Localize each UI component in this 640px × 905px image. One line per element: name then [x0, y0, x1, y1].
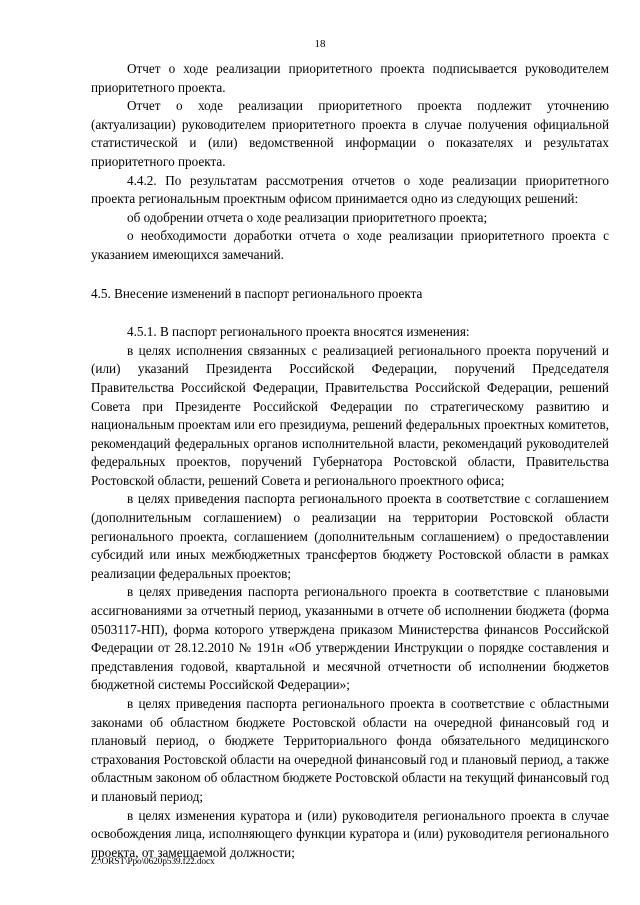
- paragraph-change-curator: в целях изменения куратора и (или) руководителя регионального проекта в случае освобождения лица, исполняющего функции куратора и (или) руководителя регионального проекта, от замещаемой должности;: [91, 807, 609, 860]
- paragraph-change-budget-report: в целях приведения паспорта регионального проекта в соответствие с плановыми ассигнованиями за отчетный период, указанными в отчете об исполнении бюджета (форма 0503117-НП), форма которого утверждена приказом Министерства финансов Российской Федерации от 28.12.2010 № 191н «Об утверждении Инструкции о порядке составления и представления годовой, квартальной и месячной отчетности об исполнении бюджетов бюджетной системы Российской Федерации»;: [91, 584, 609, 693]
- paragraph-4-4-2: 4.4.2. По результатам рассмотрения отчетов о ходе реализации приоритетного проекта региональным проектным офисом принимается одно из следующих решений:: [91, 172, 609, 207]
- document-body: [91, 60, 609, 862]
- paragraph-decision-approve: об одобрении отчета о ходе реализации приоритетного проекта;: [127, 209, 488, 225]
- page-number: 18: [314, 38, 326, 50]
- paragraph-4-5-1: 4.5.1. В паспорт регионального проекта вносятся изменения:: [127, 324, 470, 340]
- paragraph-report-signing: Отчет о ходе реализации приоритетного проекта подписывается руководителем приоритетного проекта.: [91, 61, 609, 95]
- paragraph-change-regional-laws: в целях приведения паспорта регионального проекта в соответствие с областными законами об областном бюджете Ростовской области на очередной финансовый год и плановый период, о бюджете Территориального фонда обязательного медицинского страхования Ростовской области на очередной финансовый год и плановый период, а также областным законом об областном бюджете Ростовской области на текущий финансовый год и плановый период;: [91, 696, 609, 804]
- paragraph-report-update: Отчет о ходе реализации приоритетного проекта подлежит уточнению (актуализации) руководителем приоритетного проекта в случае получения официальной статистической и (или) ведомственной информации о показателях и результатах приоритетного проекта.: [91, 98, 609, 169]
- paragraph-change-instructions: в целях исполнения связанных с реализацией регионального проекта поручений и (или) указаний Президента Российской Федерации, поручений Председателя Правительства Российской Федерации, Правительства Российской Федерации, решений Совета при Президенте Российской Федерации по стратегическому развитию и национальным проектам или его президиума, решений федеральных проектных комитетов, рекомендаций федеральных органов исполнительной власти, рекомендаций руководителей федеральных проектов, поручений Губернатора Ростовской области, Правительства Ростовской области, решений Совета и регионального проектного офиса;: [91, 342, 609, 488]
- footer-file-path: Z:\ORST\Ppo\0620p539.f22.docx: [91, 857, 215, 867]
- paragraph-change-agreement: в целях приведения паспорта регионального проекта в соответствие с соглашением (дополнительным соглашением) о реализации на территории Ростовской области регионального проекта, соглашением (дополнительным соглашением) о предоставлении субсидий или иных межбюджетных трансфертов бюджету Ростовской области в рамках реализации федеральных проектов;: [91, 491, 609, 581]
- paragraph-decision-revise: о необходимости доработки отчета о ходе реализации приоритетного проекта с указанием имеющихся замечаний.: [91, 228, 609, 262]
- section-heading-4-5: 4.5. Внесение изменений в паспорт регионального проекта: [91, 285, 423, 301]
